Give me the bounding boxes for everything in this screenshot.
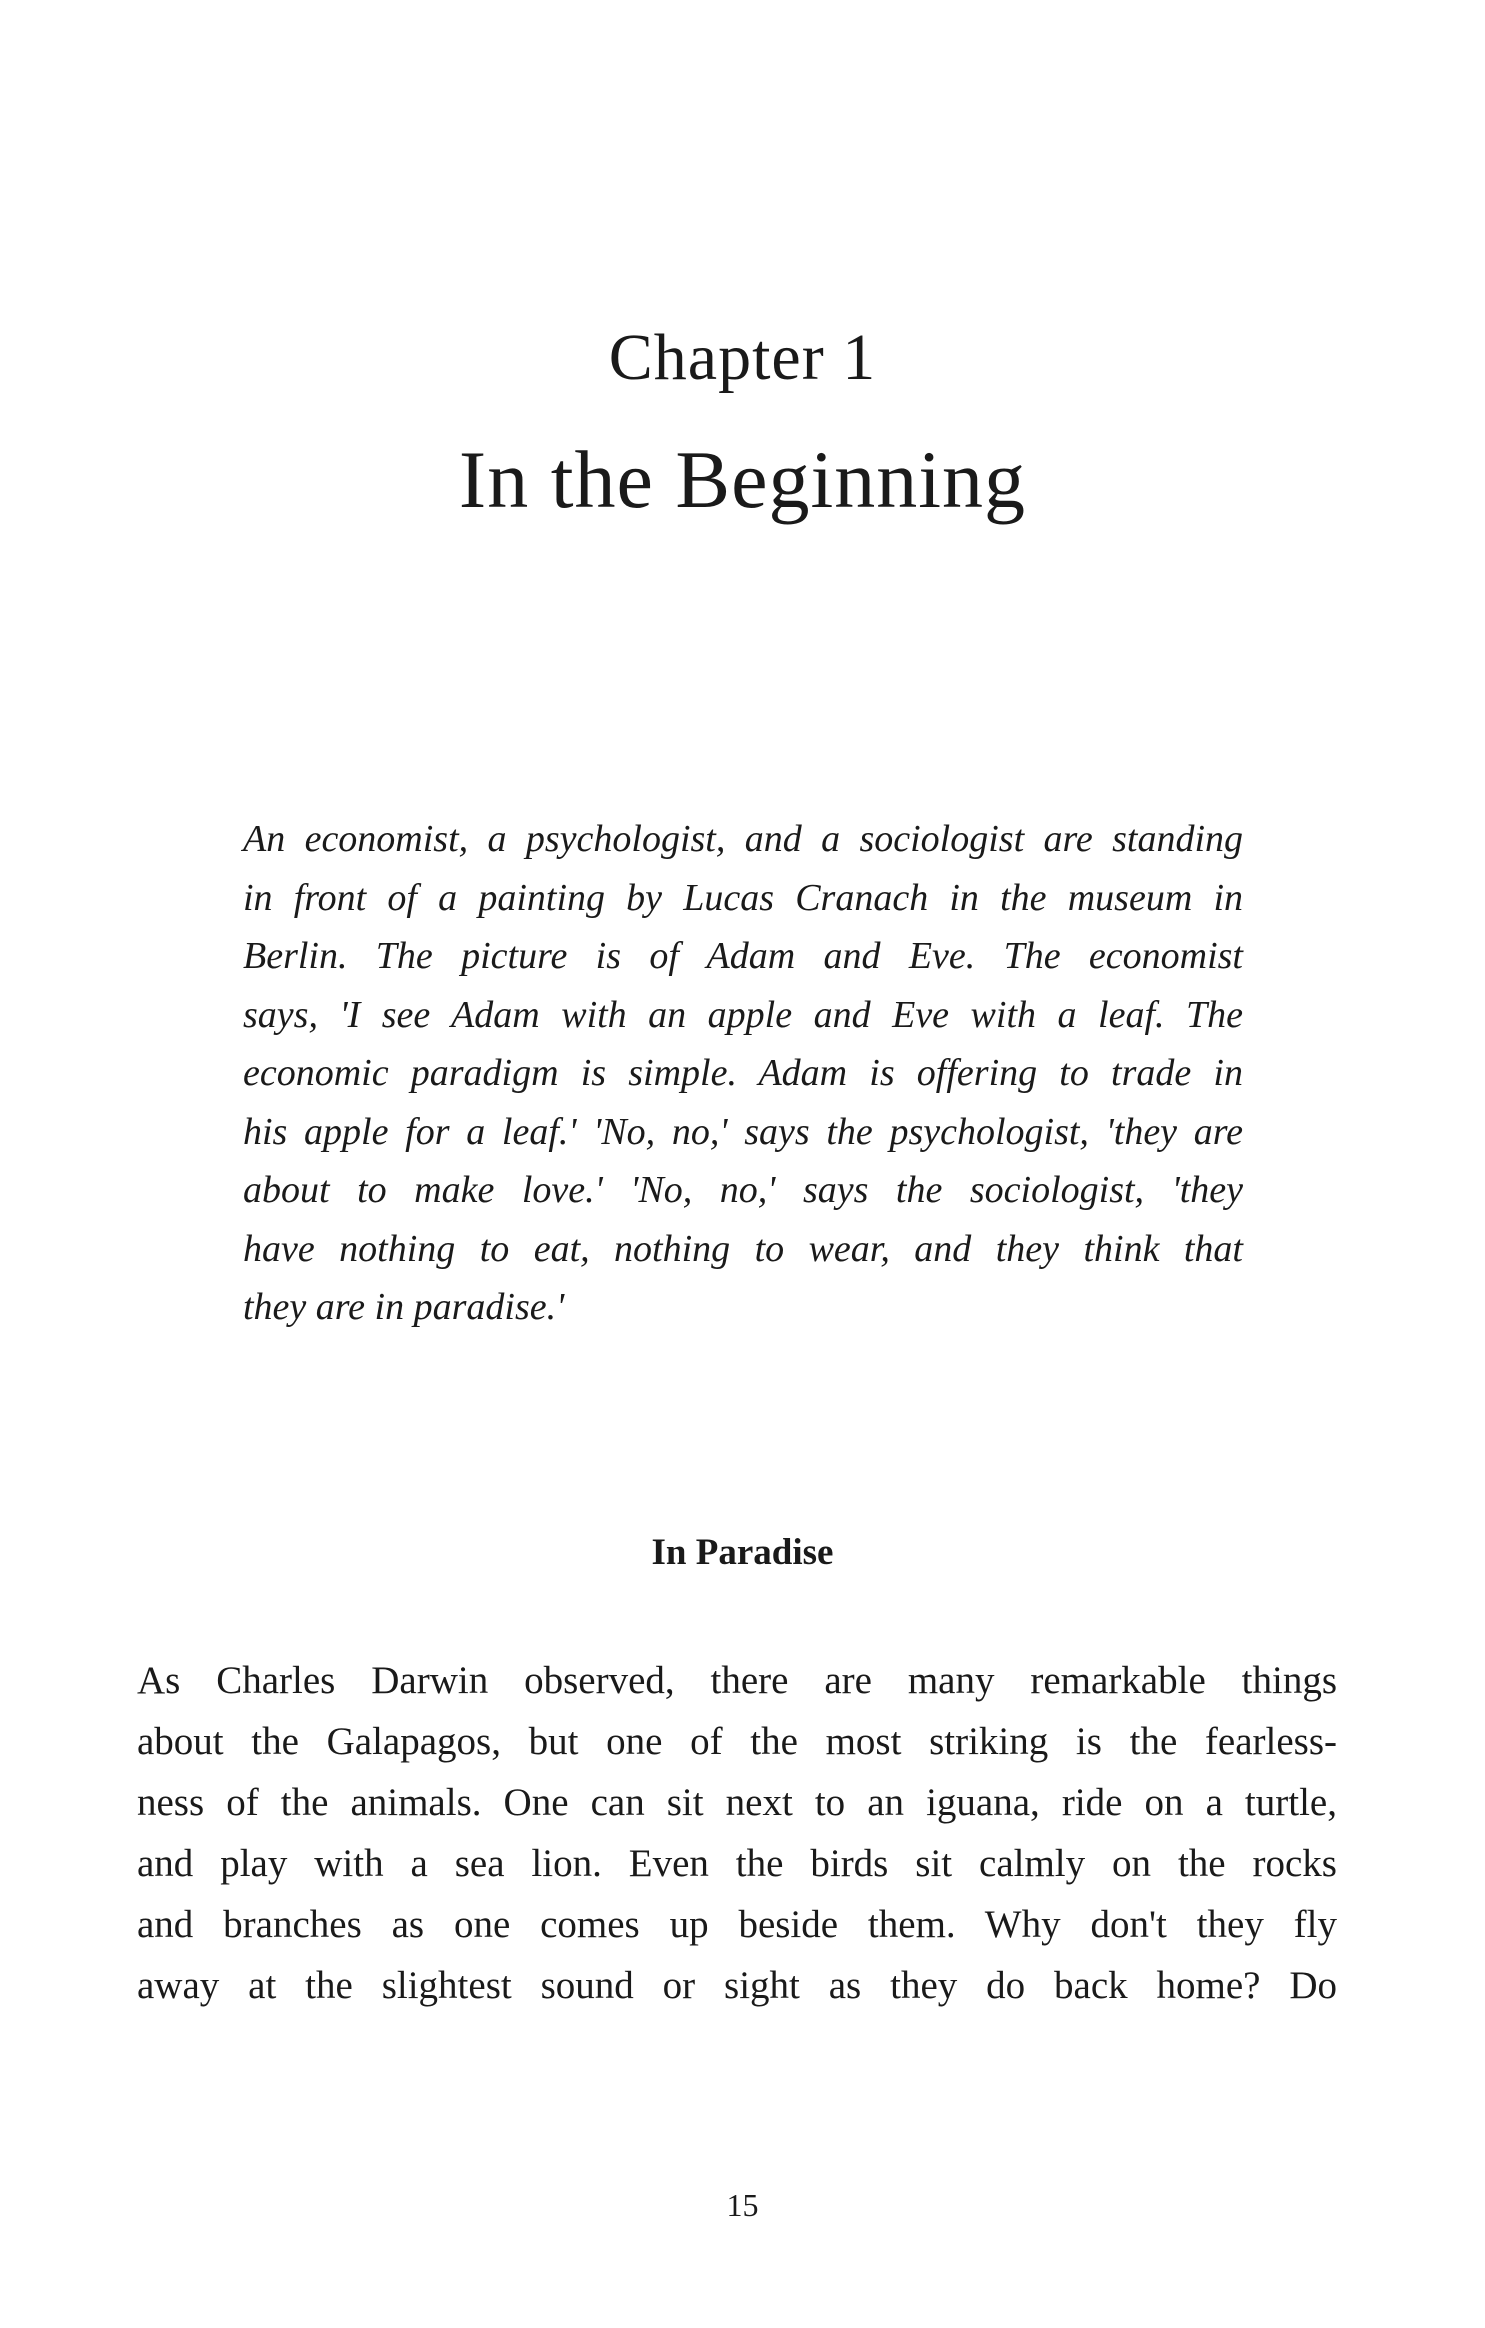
epigraph-line: his apple for a leaf.' 'No, no,' says the psychologist, 'they are xyxy=(243,1110,1243,1153)
epigraph-line: Berlin. The picture is of Adam and Eve. The economist xyxy=(243,935,1243,977)
body-line: ness of the animals. One can sit next to an iguana, ride on a turtle, xyxy=(137,1781,1337,1824)
epigraph-line: have nothing to eat, nothing to wear, and they think that xyxy=(243,1227,1243,1270)
epigraph-line: An economist, a psychologist, and a sociologist are standing xyxy=(243,818,1243,860)
epigraph-line: in front of a painting by Lucas Cranach in the museum in xyxy=(243,876,1243,919)
body-paragraph xyxy=(137,1650,1337,2016)
epigraph-line: about to make love.' 'No, no,' says the sociologist, 'they xyxy=(243,1169,1243,1211)
body-line: and play with a sea lion. Even the birds sit calmly on the rocks xyxy=(137,1842,1337,1885)
body-line: and branches as one comes up beside them. Why don't they fly xyxy=(137,1903,1337,1946)
chapter-label: Chapter 1 xyxy=(608,321,877,394)
body-line: away at the slightest sound or sight as they do back home? Do xyxy=(137,1964,1337,2007)
epigraph xyxy=(243,810,1243,1337)
epigraph-line: says, 'I see Adam with an apple and Eve with a leaf. The xyxy=(243,993,1243,1036)
body-line: about the Galapagos, but one of the most striking is the fearless- xyxy=(137,1720,1337,1763)
body-line: As Charles Darwin observed, there are many remarkable things xyxy=(137,1659,1337,1702)
epigraph-line: they are in paradise.' xyxy=(243,1286,565,1328)
chapter-title: In the Beginning xyxy=(458,434,1027,525)
page-number: 15 xyxy=(726,2187,759,2223)
epigraph-line: economic paradigm is simple. Adam is offering to trade in xyxy=(243,1052,1243,1094)
section-heading: In Paradise xyxy=(651,1532,834,1573)
